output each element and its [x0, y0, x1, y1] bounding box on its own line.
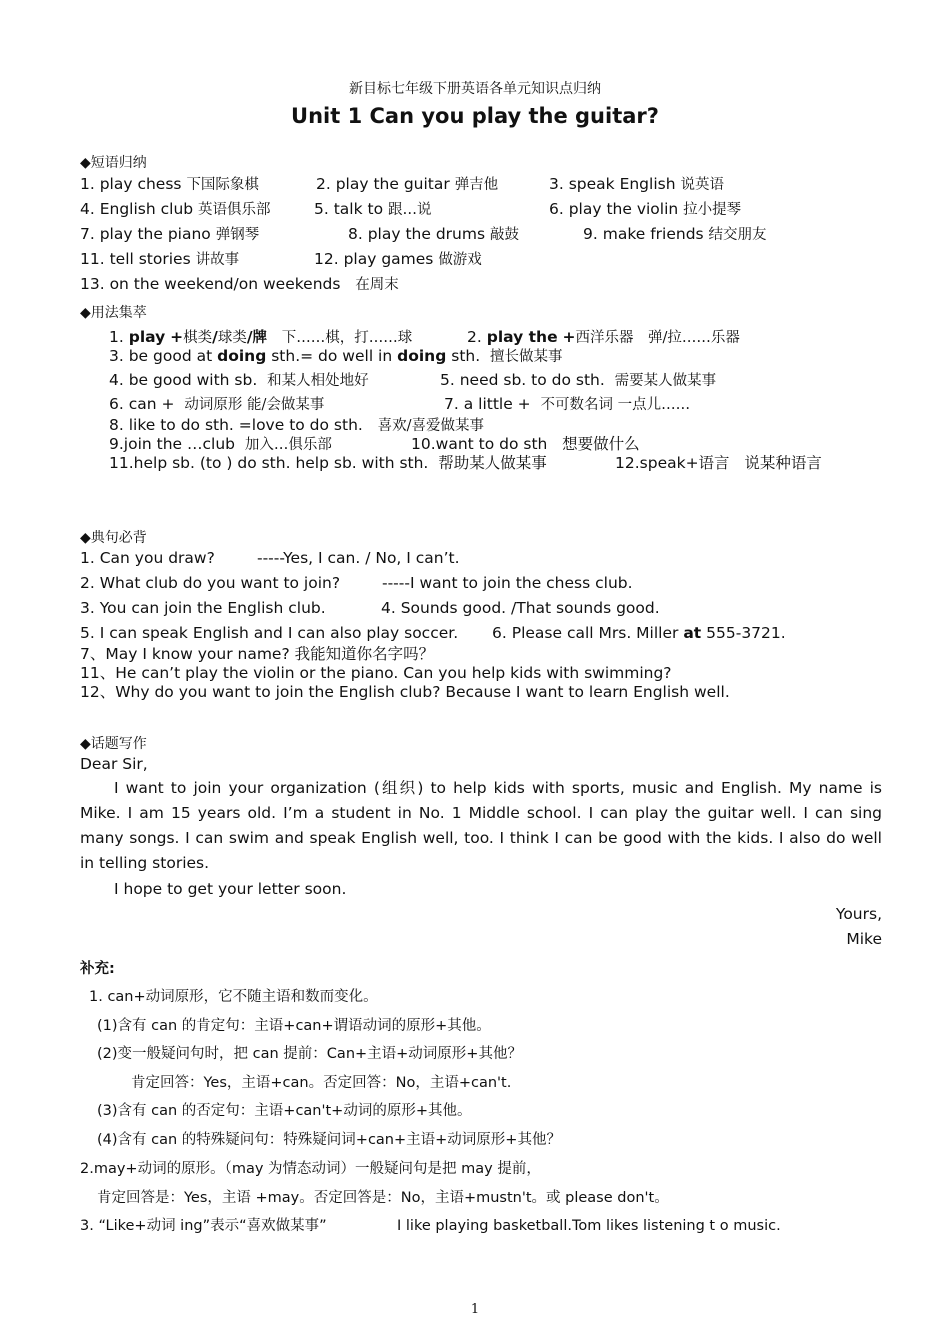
phrase-cn: 敲鼓 [489, 227, 519, 243]
usage-item [467, 327, 740, 348]
usage-en: 7. a little + [444, 395, 531, 413]
phrase-en: 5. talk to [314, 200, 384, 218]
page-title: Unit 1 Can you play the guitar? [291, 104, 659, 128]
phrase-en: 13. on the weekend/on weekends [80, 275, 341, 293]
sentence-answer: -----Yes, I can. / No, I can’t. [257, 549, 460, 567]
usage-cn: 下……棋，打……球 [281, 330, 413, 346]
usage-plus: + [562, 328, 576, 346]
sentence-answer: -----I want to join the chess club. [382, 574, 633, 592]
sentence-item: 11、He can’t play the violin or the piano. Can you help kids with swimming? [80, 664, 672, 682]
usage-bold: doing [397, 347, 447, 365]
usage-en: 8. like to do sth. =love to do sth. [109, 416, 363, 434]
usage-item [444, 394, 690, 415]
usage-item [109, 453, 547, 473]
phrase-item [583, 224, 767, 245]
supplement-line: 肯定回答：Yes，主语+can。否定回答：No，主语+can't. [131, 1075, 512, 1091]
supplement-line: 2.may+动词的原形。（may 为情态动词）一般疑问句是把 may 提前， [80, 1161, 541, 1177]
usage-en: sth. [451, 347, 481, 365]
phrase-item [80, 174, 259, 195]
phrase-cn: 讲故事 [195, 252, 240, 268]
sentence-item: 1. Can you draw? [80, 549, 215, 567]
phrase-en: 7. play the piano [80, 225, 211, 243]
phrase-item [80, 199, 271, 220]
usage-cn: 棋类 [183, 330, 213, 346]
phrase-cn: 结交朋友 [708, 227, 767, 243]
phrase-cn: 弹吉他 [454, 177, 499, 193]
usage-en: 11.help sb. (to ) do sth. help sb. with sth. [109, 454, 429, 472]
usage-bold: doing [217, 347, 267, 365]
usage-item [109, 394, 324, 415]
phrase-en: 9. make friends [583, 225, 704, 243]
phrase-item [316, 174, 498, 195]
usage-cn: 西洋乐器 弹/拉……乐器 [575, 330, 740, 346]
phrase-item [314, 199, 432, 220]
letter-closing: Yours, [835, 905, 882, 923]
phrase-item [314, 249, 482, 270]
phrase-item [80, 274, 399, 295]
usage-item [440, 370, 716, 391]
usage-en: sth.= do well in [271, 347, 393, 365]
usage-cn: 动词原形 能/会做某事 [184, 397, 325, 413]
phrase-cn: 跟…说 [388, 202, 432, 218]
supplement-line: 1. can+动词原形，它不随主语和数而变化。 [89, 989, 378, 1005]
phrase-item [348, 224, 519, 245]
phrase-cn: 拉小提琴 [683, 202, 742, 218]
phrase-en: 12. play games [314, 250, 434, 268]
phrase-cn: 说英语 [680, 177, 724, 193]
usage-cn: 帮助某人做某事 [438, 454, 547, 472]
supplement-line: (3)含有 can 的否定句：主语+can't+动词的原形+其他。 [97, 1103, 472, 1119]
phrase-en: 6. play the violin [549, 200, 679, 218]
phrase-item [80, 224, 259, 245]
phrase-en: 4. English club [80, 200, 194, 218]
phrase-en: 3. speak English [549, 175, 676, 193]
usage-bold: play [128, 328, 166, 346]
usage-cn: 球类 [217, 330, 247, 346]
usage-item [109, 415, 484, 436]
document-subtitle: 新目标七年级下册英语各单元知识点归纳 [349, 81, 601, 97]
supplement-line: (4)含有 can 的特殊疑问句：特殊疑问词+can+主语+动词原形+其他？ [97, 1132, 561, 1148]
usage-en: 10.want to do sth [411, 435, 548, 453]
phrase-cn: 做游戏 [438, 252, 482, 268]
usage-cn: 擅长做某事 [490, 349, 563, 365]
sentence-item: 7、May I know your name? 我能知道你名字吗？ [80, 645, 435, 663]
usage-bold: play the [486, 328, 558, 346]
sentence-item: 4. Sounds good. /That sounds good. [381, 599, 660, 617]
phrase-cn: 下国际象棋 [186, 177, 259, 193]
sentence-item: 2. What club do you want to join? [80, 574, 341, 592]
sentence-item [492, 623, 786, 643]
supplement-heading: 补充: [80, 961, 115, 977]
usage-slash: / [212, 328, 218, 346]
sentence-text: 555-3721. [706, 624, 786, 642]
usage-item [109, 327, 412, 348]
usage-num: 1. [109, 328, 124, 346]
phrase-cn: 英语俱乐部 [198, 202, 271, 218]
phrase-en: 1. play chess [80, 175, 182, 193]
writing-heading: ◆话题写作 [80, 736, 147, 752]
usage-cn: 加入…俱乐部 [244, 437, 332, 453]
usage-bold: 牌 [252, 329, 268, 346]
supplement-line: (2)变一般疑问句时，把 can 提前：Can+主语+动词原形+其他？ [97, 1046, 522, 1062]
usage-plus: + [170, 328, 184, 346]
phrase-item [549, 199, 741, 220]
letter-body: I want to join your organization (组织) to help kids with sports, music and English. My name is Mike. I am 15 years old. I’m a student in No. 1 Middle school. I can play the guitar well. I can sing many songs. I can swim and speak English well, too. I think I can be good with the kids. I also do well in telling stories. [80, 779, 882, 872]
letter-greeting: Dear Sir, [80, 755, 148, 773]
usage-en: 9.join the …club [109, 435, 235, 453]
usage-en: 5. need sb. to do sth. [440, 371, 605, 389]
letter-signature: Mike [846, 930, 882, 948]
usage-en: 6. can + [109, 395, 175, 413]
supplement-line: 3. “Like+动词 ing”表示“喜欢做某事” [80, 1218, 327, 1234]
usage-item [109, 346, 563, 367]
usage-cn: 不可数名词 一点儿…… [540, 397, 691, 413]
usage-cn: 说某种语言 [744, 454, 822, 472]
sentence-text: 6. Please call Mrs. Miller [492, 624, 679, 642]
phrase-item [549, 174, 724, 195]
usage-cn: 想要做什么 [562, 435, 640, 453]
sentence-item: 5. I can speak English and I can also play soccer. [80, 624, 459, 642]
supplement-line: I like playing basketball.Tom likes listening t o music. [397, 1218, 781, 1234]
phrase-en: 8. play the drums [348, 225, 486, 243]
usage-en: 12.speak+语言 [615, 454, 730, 472]
usage-slash: / [246, 328, 253, 346]
letter-closing-line: I hope to get your letter soon. [114, 880, 347, 898]
sentence-item: 12、Why do you want to join the English club? Because I want to learn English well. [80, 683, 730, 701]
phrase-cn: 在周末 [355, 277, 399, 293]
phrase-en: 2. play the guitar [316, 175, 450, 193]
usage-item [109, 370, 369, 391]
supplement-line: (1)含有 can 的肯定句：主语+can+谓语动词的原形+其他。 [97, 1018, 491, 1034]
sentences-heading: ◆典句必背 [80, 530, 147, 546]
usage-en: 4. be good with sb. [109, 371, 258, 389]
usage-heading: ◆用法集萃 [80, 305, 147, 321]
usage-cn: 和某人相处地好 [267, 373, 369, 389]
phrase-en: 11. tell stories [80, 250, 191, 268]
phrase-cn: 弹钢琴 [215, 227, 260, 243]
page-number: 1 [470, 1302, 480, 1317]
sentence-bold: at [683, 624, 702, 642]
usage-cn: 需要某人做某事 [614, 373, 717, 389]
supplement-line: 肯定回答是：Yes，主语 +may。否定回答是：No，主语+mustn't。或 please don't。 [97, 1190, 669, 1206]
usage-cn: 喜欢/喜爱做某事 [377, 418, 485, 434]
usage-item [615, 453, 822, 473]
sentence-item: 3. You can join the English club. [80, 599, 326, 617]
usage-item [411, 434, 640, 454]
phrase-item [80, 249, 239, 270]
phrases-heading: ◆短语归纳 [80, 155, 147, 171]
usage-en: 3. be good at [109, 347, 213, 365]
usage-num: 2. [467, 328, 482, 346]
usage-item [109, 434, 332, 455]
